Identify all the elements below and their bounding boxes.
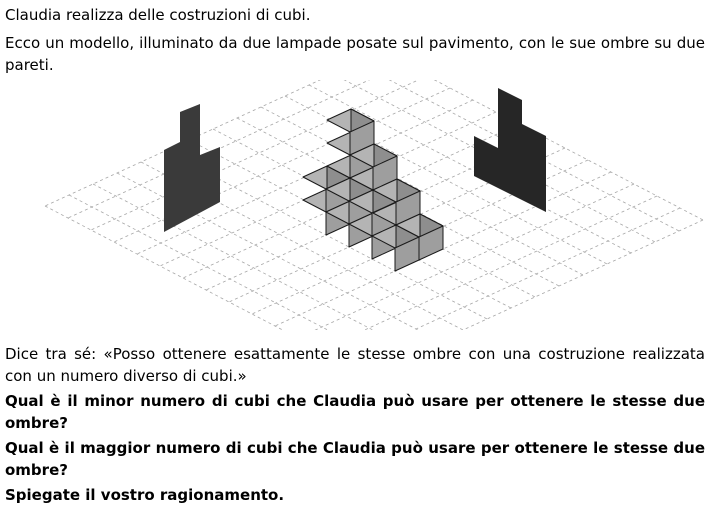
question-min: Qual è il minor numero di cubi che Claudia può usare per ottenere le stesse due ombre? (5, 392, 705, 432)
left-wall-shadow (164, 104, 220, 232)
cube-model-figure (0, 80, 711, 330)
statement-text: Dice tra sé: «Posso ottenere esattamente le stesse ombre con una costruzione realizzata con un numero diverso di cubi.» (5, 345, 705, 385)
intro-line-1: Claudia realizza delle costruzioni di cubi. (5, 6, 311, 24)
intro-line-2: Ecco un modello, illuminato da due lampade posate sul pavimento, con le sue ombre su due pareti. (5, 34, 705, 74)
question-max: Qual è il maggior numero di cubi che Claudia può usare per ottenere le stesse due ombre? (5, 439, 705, 479)
grid-line (45, 206, 367, 330)
question-explain: Spiegate il vostro ragionamento. (5, 486, 285, 504)
right-wall-shadow (474, 88, 546, 212)
cube-construction (303, 109, 443, 271)
